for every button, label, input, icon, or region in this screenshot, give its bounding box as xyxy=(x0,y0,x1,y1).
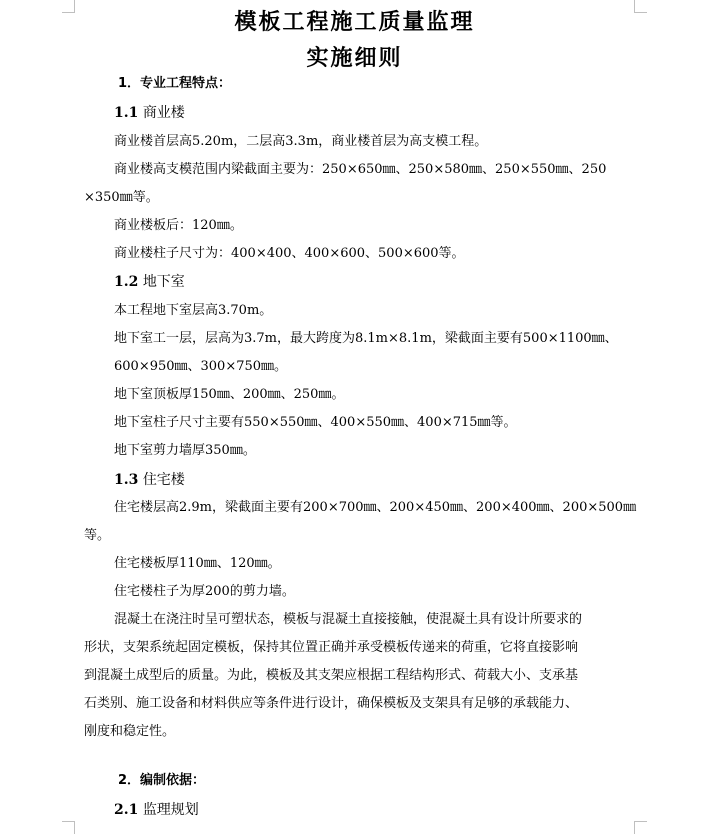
paragraph-line: 住宅楼层高2.9m，梁截面主要有200×700㎜、200×450㎜、200×400㎜、200×500㎜ xyxy=(114,500,637,515)
subsection-number: 1.1 xyxy=(114,105,139,121)
document-title-line-2: 实施细则 xyxy=(306,46,403,71)
page-corner-mark xyxy=(634,821,647,834)
paragraph-line: 住宅楼柱子为厚200的剪力墙。 xyxy=(114,584,295,599)
document-title-line-1: 模板工程施工质量监理 xyxy=(234,10,475,35)
page-corner-mark xyxy=(62,821,75,834)
paragraph-line: 600×950㎜、300×750㎜。 xyxy=(114,359,288,374)
section-heading-1: 1．专业工程特点： xyxy=(118,76,232,91)
paragraph-line: 石类别、施工设备和材料供应等条件进行设计，确保模板及支架具有足够的承载能力、 xyxy=(84,696,579,711)
paragraph-line: 住宅楼板厚110㎜、120㎜。 xyxy=(114,556,281,571)
paragraph-line: 形状，支架系统起固定模板，保持其位置正确并承受模板传递来的荷重，它将直接影响 xyxy=(84,640,579,655)
subsection-heading-1-3 xyxy=(114,472,674,488)
section-heading-2: 2．编制依据： xyxy=(118,773,206,788)
paragraph-line: 地下室剪力墙厚350㎜。 xyxy=(114,443,256,458)
paragraph-line: 地下室工一层，层高为3.7m，最大跨度为8.1m×8.1m，梁截面主要有500×1100㎜、 xyxy=(114,331,618,346)
paragraph-line: 刚度和稳定性。 xyxy=(84,724,176,739)
paragraph-line: 商业楼高支模范围内梁截面主要为：250×650㎜、250×580㎜、250×550㎜、250 xyxy=(114,162,607,177)
subsection-title: 监理规划 xyxy=(142,802,199,818)
subsection-heading-2-1 xyxy=(114,802,674,818)
subsection-heading-1-2 xyxy=(114,274,674,290)
subsection-number: 2.1 xyxy=(114,802,139,818)
paragraph-line: 商业楼柱子尺寸为：400×400、400×600、500×600等。 xyxy=(114,246,465,261)
paragraph-line: 本工程地下室层高3.70m。 xyxy=(114,303,273,318)
paragraph-line: 地下室柱子尺寸主要有550×550㎜、400×550㎜、400×715㎜等。 xyxy=(114,415,517,430)
subsection-heading-1-1 xyxy=(114,105,674,121)
subsection-title: 商业楼 xyxy=(142,105,185,121)
paragraph-line: 地下室顶板厚150㎜、200㎜、250㎜。 xyxy=(114,387,345,402)
subsection-title: 住宅楼 xyxy=(142,472,185,488)
paragraph-line: ×350㎜等。 xyxy=(84,190,159,205)
paragraph-line: 商业楼板后：120㎜。 xyxy=(114,218,243,233)
paragraph-line: 等。 xyxy=(84,528,111,543)
subsection-title: 地下室 xyxy=(142,274,185,290)
paragraph-line: 到混凝土成型后的质量。为此，模板及其支架应根据工程结构形式、荷载大小、支承基 xyxy=(84,668,579,683)
subsection-number: 1.3 xyxy=(114,472,139,488)
paragraph-line: 商业楼首层高5.20m，二层高3.3m，商业楼首层为高支模工程。 xyxy=(114,134,488,149)
paragraph-line: 混凝土在浇注时呈可塑状态，模板与混凝土直接接触，使混凝土具有设计所要求的 xyxy=(114,612,583,627)
subsection-number: 1.2 xyxy=(114,274,139,290)
